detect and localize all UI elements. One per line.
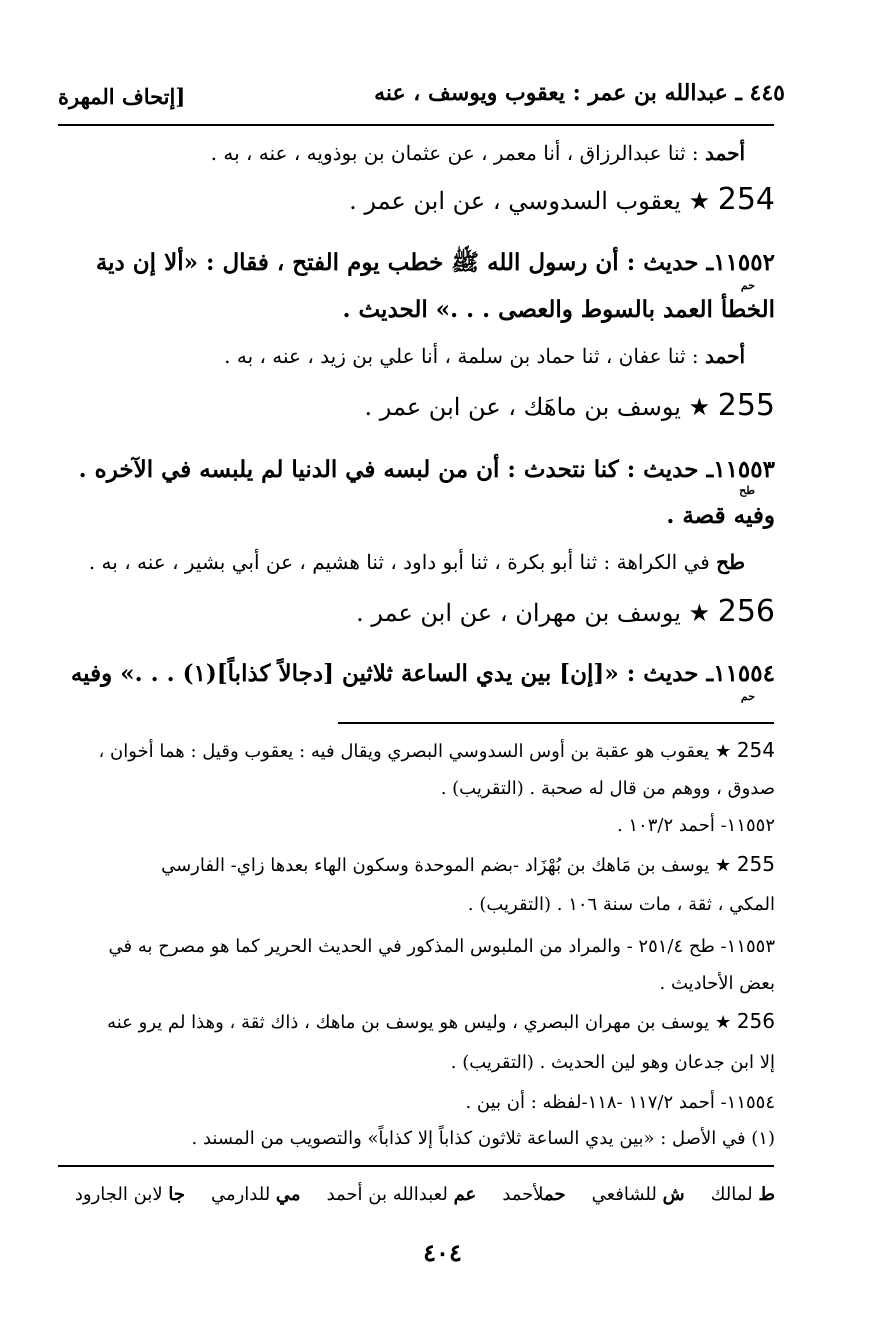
hadith-text: ـ حديث : أن رسول الله ﷺ خطب يوم الفتح ، فقال : «ألا إن دية	[95, 249, 714, 276]
footnote-divider	[338, 722, 774, 724]
footnote-11553-line-2: بعض الأحاديث .	[659, 973, 775, 994]
source-line-ahmad-1	[211, 141, 745, 165]
abbreviation-item	[211, 1184, 301, 1205]
abbreviation-item	[592, 1184, 685, 1205]
source-line-ahmad-2	[224, 344, 745, 368]
footnote-11554: ١١٥٥٤- أحمد ١١٧/٢ -١١٨-لفظه : أن بين .	[465, 1092, 775, 1113]
abbreviation-code: ط	[758, 1184, 775, 1205]
hadith-text: ـ حديث : كنا نتحدث : أن من لبسه في الدنيا لم يلبسه في الآخره .	[78, 456, 714, 483]
narrator-text: يوسف بن مهران ، عن ابن عمر .	[356, 599, 681, 627]
source-label: طح	[716, 550, 745, 574]
hadith-11554-line-1	[71, 660, 775, 687]
source-text: في الكراهة : ثنا أبو بكرة ، ثنا أبو داود ، ثنا هشيم ، عن أبي بشير ، عنه ، به .	[88, 550, 717, 574]
abbreviation-label: لأحمد	[502, 1184, 545, 1205]
footnote-11553-line-1: ١١٥٥٣- طح ٢٥١/٤ - والمراد من الملبوس المذكور في الحديث الحرير كما هو مصرح به في	[108, 936, 775, 957]
abbreviation-code: عم	[453, 1184, 477, 1205]
footnote-1: (١) في الأصل : «بين يدي الساعة ثلاثون كذاباً إلا كذاباً» والتصويب من المسند .	[191, 1128, 775, 1149]
hadith-11552-line-2: الخطأ العمد بالسوط والعصى . . .» الحديث .	[342, 296, 775, 323]
hadith-number: ١١٥٥٢	[713, 249, 775, 276]
footnote-number: 256	[736, 1009, 775, 1033]
narrator-text: يعقوب السدوسي ، عن ابن عمر .	[349, 187, 681, 215]
abbreviation-item	[502, 1184, 565, 1205]
narrator-255	[364, 388, 775, 423]
source-label: أحمد	[705, 344, 745, 368]
footnote-number: 255	[736, 852, 775, 876]
abbreviation-label: للشافعي	[591, 1184, 663, 1205]
abbreviation-label: لمالك	[710, 1184, 759, 1205]
footnote-256-line-1	[107, 1009, 775, 1033]
footnote-254-line-1	[98, 738, 775, 762]
abbreviation-code: حم	[544, 1184, 566, 1205]
star-icon: ★	[714, 855, 732, 876]
abbreviation-item	[711, 1184, 775, 1205]
footnote-256-line-2: إلا ابن جدعان وهو لين الحديث . (التقريب) .	[450, 1052, 775, 1073]
hadith-number: ١١٥٥٣	[713, 456, 775, 483]
abbreviation-code: ش	[662, 1184, 685, 1205]
abbreviation-label: للدارمي	[210, 1184, 276, 1205]
narrator-number: 254	[717, 182, 775, 217]
hadith-11553-line-1	[79, 456, 775, 483]
narrator-256	[356, 594, 775, 629]
hadith-source-code: طح	[739, 484, 755, 497]
abbreviation-item	[75, 1184, 185, 1205]
hadith-11552-line-1	[96, 248, 775, 282]
footnote-11552: ١١٥٥٢- أحمد ١٠٣/٢ .	[616, 815, 775, 836]
star-icon: ★	[714, 741, 732, 762]
star-icon: ★	[714, 1012, 732, 1033]
page-number: ٤٠٤	[423, 1238, 462, 1267]
header-chapter-title: ٤٤٥ ـ عبدالله بن عمر : يعقوب ويوسف ، عنه	[374, 80, 785, 106]
source-text: : ثنا عفان ، ثنا حماد بن سلمة ، أنا علي بن زيد ، عنه ، به .	[224, 344, 706, 368]
star-icon: ★	[688, 187, 711, 215]
hadith-source-code: حم	[740, 279, 755, 292]
abbreviation-item	[327, 1184, 477, 1205]
header-book-title: [إتحاف المهرة	[58, 84, 186, 109]
source-label: أحمد	[705, 141, 745, 165]
footnote-254-line-2: صدوق ، ووهم من قال له صحبة . (التقريب) .	[440, 778, 775, 799]
narrator-number: 256	[717, 594, 775, 629]
hadith-text: ـ حديث : «[إن] بين يدي الساعة ثلاثين [دجالاً كذاباً](١) . . .» وفيه	[70, 660, 714, 687]
abbreviation-divider	[58, 1165, 774, 1167]
abbreviation-code: مي	[275, 1184, 301, 1205]
footnote-255-line-2: المكي ، ثقة ، مات سنة ١٠٦ . (التقريب) .	[467, 894, 775, 915]
hadith-number: ١١٥٥٤	[713, 660, 775, 687]
source-line-tahawi	[89, 550, 745, 574]
star-icon: ★	[688, 599, 711, 627]
abbreviation-code: جا	[168, 1184, 185, 1205]
footnote-number: 254	[736, 738, 775, 762]
footnote-text: يوسف بن مهران البصري ، وليس هو يوسف بن ماهك ، ذاك ثقة ، وهذا لم يرو عنه	[107, 1012, 710, 1033]
footnote-text: يوسف بن مَاهك بن بُهْزَاد -بضم الموحدة وسكون الهاء بعدها زاي- الفارسي	[161, 855, 710, 876]
footnote-255-line-1	[161, 852, 775, 876]
star-icon: ★	[688, 393, 711, 421]
abbreviations-key	[75, 1184, 775, 1205]
abbreviation-label: لابن الجارود	[74, 1184, 169, 1205]
abbreviation-label: لعبدالله بن أحمد	[326, 1184, 454, 1205]
hadith-source-code: حم	[740, 690, 755, 703]
header-divider	[58, 124, 774, 126]
narrator-text: يوسف بن ماهَك ، عن ابن عمر .	[364, 393, 681, 421]
footnote-text: يعقوب هو عقبة بن أوس السدوسي البصري ويقال فيه : يعقوب وقيل : هما أخوان ،	[98, 741, 710, 762]
narrator-254	[349, 182, 775, 217]
source-text: : ثنا عبدالرزاق ، أنا معمر ، عن عثمان بن بوذويه ، عنه ، به .	[210, 141, 706, 165]
narrator-number: 255	[717, 388, 775, 423]
hadith-11553-line-2: وفيه قصة .	[666, 502, 775, 529]
